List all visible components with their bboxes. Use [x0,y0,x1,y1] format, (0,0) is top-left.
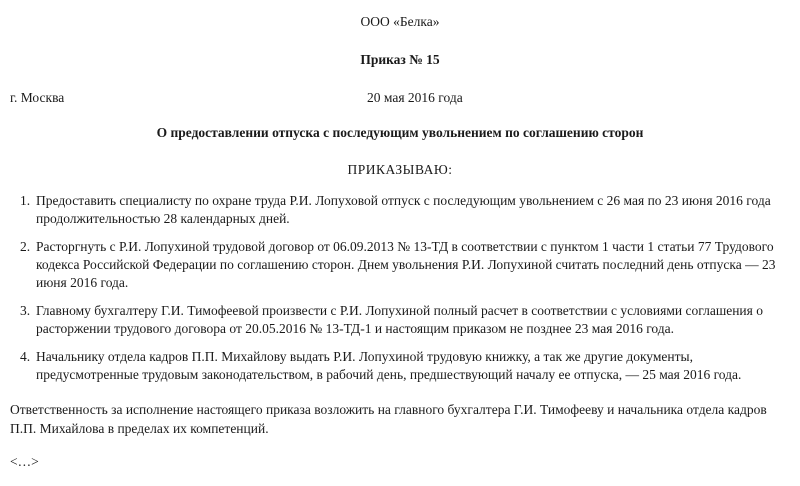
order-date: 20 мая 2016 года [367,90,463,105]
city: г. Москва [10,90,65,105]
omission-mark: <…> [10,454,39,469]
organization-name: ООО «Белка» [360,14,440,29]
order-title: Приказ № 15 [360,52,440,67]
item-number: 1. [20,193,31,208]
list-item [16,192,786,228]
item-text: Предоставить специалисту по охране труда Р.И. Лопуховой отпуск с последующим увольнением с 26 мая по 23 июня 2016 года продолжительностью 28 календарных дней. [36,193,771,226]
list-item [16,302,786,338]
order-directive-word: ПРИКАЗЫВАЮ: [347,162,453,177]
item-text: Главному бухгалтеру Г.И. Тимофеевой произвести с Р.И. Лопухиной полный расчет в соответствии с условиями соглашения о расторжении трудового договора от 20.05.2016 № 13-ТД-1 и настоящим приказом не позднее 23 мая 2016 года. [36,303,763,336]
item-text: Начальнику отдела кадров П.П. Михайлову выдать Р.И. Лопухиной трудовую книжку, а так же другие документы, предусмотренные трудовым законодательством, в рабочий день, предшествующий началу ее отпуска, — 25 мая 2016 года. [36,349,742,382]
order-items-list [16,192,786,394]
item-text: Расторгнуть с Р.И. Лопухиной трудовой договор от 06.09.2013 № 13-ТД в соответствии с пунктом 1 части 1 статьи 77 Трудового кодекса Российской Федерации по соглашению сторон. Днем увольнения Р.И. Лопухиной считать последний день отпуска — 23 июня 2016 года. [36,239,776,290]
list-item [16,348,786,384]
closing-paragraph: Ответственность за исполнение настоящего приказа возложить на главного бухгалтера Г.И. Тимофееву и начальника отдела кадров П.П. Михайлова в пределах их компетенций. [10,402,767,436]
item-number: 2. [20,239,31,254]
list-item [16,238,786,292]
order-subject: О предоставлении отпуска с последующим увольнением по соглашению сторон [156,125,644,140]
item-number: 3. [20,303,31,318]
item-number: 4. [20,349,31,364]
